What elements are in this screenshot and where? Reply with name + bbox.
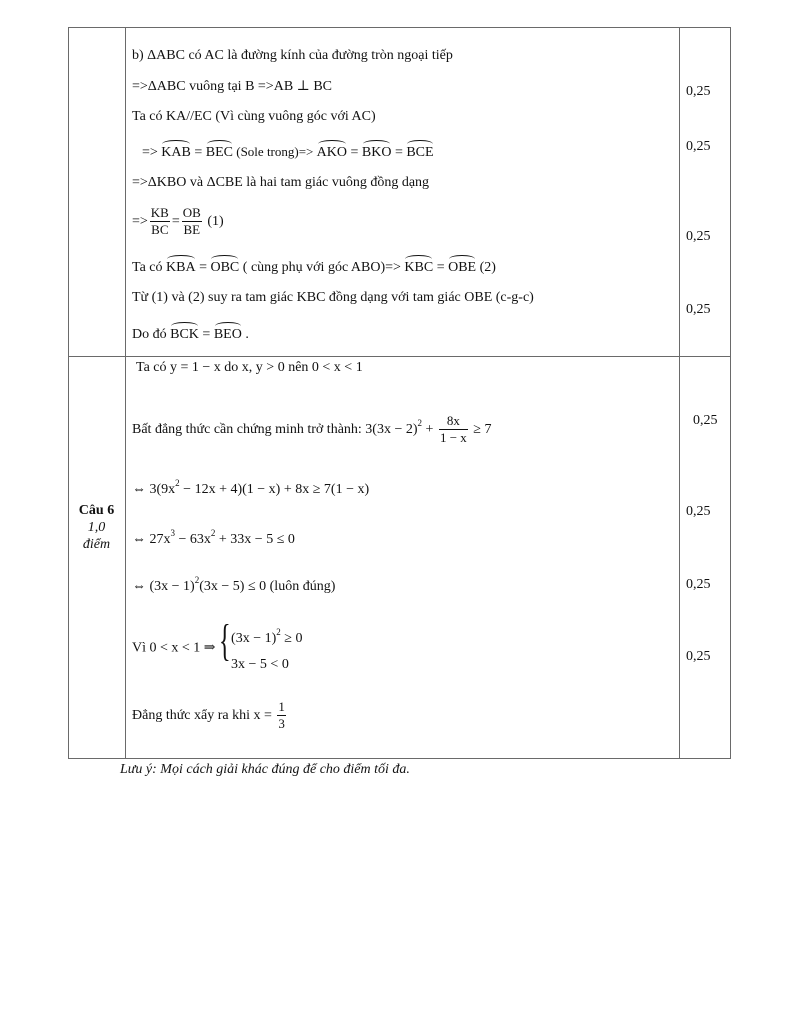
score-6-2: 0,25 [686, 504, 711, 519]
cau6-line-3: ⇔ $3(9x^2 - 12x + 4)(1 - x) + 8x \ge 7(1 - x)$ [132, 478, 370, 497]
score-6-1: 0,25 [693, 413, 718, 428]
angle-bck: BCK [170, 327, 199, 342]
score-b-2: 0,25 [686, 139, 711, 154]
angle-obe: OBE [448, 260, 477, 275]
part-b-line-4: => KAB = BEC (Sole trong)=> AKO = BKO = BCE [142, 144, 434, 160]
cau6-line-6: Vì 0 < x < 1 ⇒ { $(3x - 1)^2 \ge 0$ 3x − 5 < 0 [132, 619, 302, 678]
question-points-unit: điểm [82, 537, 111, 552]
score-6-3: 0,25 [686, 577, 711, 592]
column-divider-1 [125, 28, 126, 758]
angle-kbc: KBC [404, 260, 434, 275]
part-b-line-6: => $\frac{KB}{BC}$ = $\frac{OB}{BE}$ (1) [132, 205, 224, 238]
angle-bec: BEC [205, 145, 233, 160]
column-divider-2 [679, 28, 680, 758]
cau6-line-5: ⇔ $(3x - 1)^2(3x - 5) \le 0$ (luôn đúng) [132, 575, 336, 594]
part-b-line-7: Ta có KBA = OBC ( cùng phụ với góc ABO)=> KBC = OBE (2) [132, 260, 496, 275]
part-b-line-5: =>ΔKBO và ΔCBE là hai tam giác vuông đồng dạng [132, 175, 430, 190]
question-6-label [68, 503, 125, 553]
angle-kba: KBA [166, 260, 196, 275]
part-b-line-3: Ta có KA//EC (Vì cùng vuông góc với AC) [132, 109, 376, 124]
score-b-1: 0,25 [686, 84, 711, 99]
cau6-line-4: ⇔ $27x^3 - 63x^2 + 33x - 5 \le 0$ [132, 528, 295, 547]
angle-bce: BCE [406, 145, 434, 160]
part-b-line-1: b) ΔABC có AC là đường kính của đường tròn ngoại tiếp [132, 48, 453, 63]
fraction-8x: $\frac{8x}{1 - x}$ [439, 413, 467, 446]
angle-bko: BKO [361, 145, 392, 160]
question-number: Câu 6 [78, 503, 115, 518]
angle-obc: OBC [210, 260, 240, 275]
score-b-3: 0,25 [686, 229, 711, 244]
cau6-line-2: Bất đẳng thức cần chứng minh trở thành: $3(3x - 2)^2$ + $\frac{8x}{1 - x}$ ≥ 7 [132, 413, 492, 446]
fraction-kb-bc: $\frac{KB}{BC}$ [150, 205, 169, 238]
angle-kab: KAB [161, 145, 191, 160]
row-divider [69, 356, 730, 357]
cau6-line-1: Ta có y = 1 − x do x, y > 0 nên 0 < x < 1 [136, 360, 363, 375]
footnote: Lưu ý: Mọi cách giải khác đúng để cho điểm tối đa. [120, 762, 410, 777]
system-brace: { $(3x - 1)^2 \ge 0$ 3x − 5 < 0 [219, 616, 303, 672]
question-points: 1,0 [87, 520, 106, 535]
cau6-line-7: Đẳng thức xẩy ra khi x = $\frac{1}{3}$ [132, 699, 285, 732]
fraction-ob-be: $\frac{OB}{BE}$ [182, 205, 201, 238]
fraction-one-third: $\frac{1}{3}$ [278, 699, 285, 732]
part-b-line-2: =>ΔABC vuông tại B =>AB ⊥ BC [132, 79, 332, 94]
angle-beo: BEO [213, 327, 242, 342]
part-b-line-9: Do đó BCK = BEO . [132, 327, 249, 342]
part-b-line-8: Từ (1) và (2) suy ra tam giác KBC đồng dạng với tam giác OBE (c-g-c) [132, 290, 534, 305]
score-6-4: 0,25 [686, 649, 711, 664]
score-b-4: 0,25 [686, 302, 711, 317]
angle-ako: AKO [316, 145, 347, 160]
